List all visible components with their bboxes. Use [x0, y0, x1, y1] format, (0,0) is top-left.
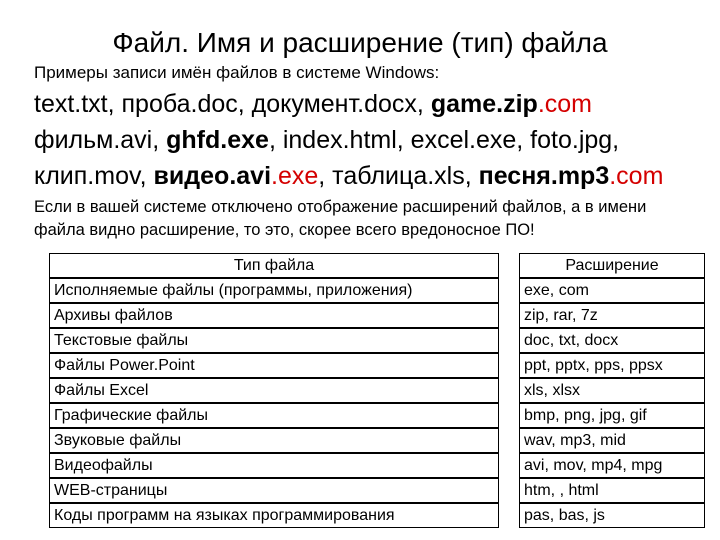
extension-cell: avi, mov, mp4, mpg: [519, 453, 705, 478]
examples-line-3: [34, 158, 714, 194]
file-type-cell: WEB-страницы: [49, 478, 499, 503]
filename-text: клип.mov,: [34, 162, 154, 190]
file-type-cell: Текстовые файлы: [49, 328, 499, 353]
extension-cell: xls, xlsx: [519, 378, 705, 403]
table-row: [49, 403, 705, 428]
extension-cell: wav, mp3, mid: [519, 428, 705, 453]
extension-cell: exe, com: [519, 278, 705, 303]
table-row: [49, 428, 705, 453]
filename-bold: ghfd.exe: [166, 126, 269, 154]
column-gap: [499, 478, 519, 503]
file-type-cell: Исполняемые файлы (программы, приложения): [49, 278, 499, 303]
extension-cell: htm, , html: [519, 478, 705, 503]
file-type-cell: Архивы файлов: [49, 303, 499, 328]
file-type-cell: Звуковые файлы: [49, 428, 499, 453]
table-row: [49, 453, 705, 478]
table-header-row: [49, 253, 705, 278]
extension-cell: doc, txt, docx: [519, 328, 705, 353]
table-body: [49, 278, 705, 528]
filename-text: text.txt, проба.doc, документ.docx,: [34, 90, 431, 118]
column-gap: [499, 503, 519, 528]
extension-cell: ppt, pptx, pps, ppsx: [519, 353, 705, 378]
examples-line-1: [34, 86, 714, 122]
table-row: [49, 353, 705, 378]
column-gap: [499, 253, 519, 278]
column-gap: [499, 378, 519, 403]
slide-title: Файл. Имя и расширение (тип) файла: [112, 27, 608, 58]
filename-bold: game.zip: [430, 90, 538, 118]
file-type-cell: Коды программ на языках программирования: [49, 503, 499, 528]
slide-subtitle: Примеры записи имён файлов в системе Windows:: [34, 63, 440, 82]
table-row: [49, 503, 705, 528]
column-gap: [499, 278, 519, 303]
table-row: [49, 328, 705, 353]
table-row: [49, 278, 705, 303]
column-gap: [499, 328, 519, 353]
column-gap: [499, 428, 519, 453]
extension-cell: zip, rar, 7z: [519, 303, 705, 328]
extension-highlight: .com: [609, 162, 664, 190]
filename-text: , index.html, excel.exe, foto.jpg,: [268, 126, 620, 154]
filename-bold: видео.avi: [153, 162, 272, 190]
extension-cell: pas, bas, js: [519, 503, 705, 528]
malware-warning: Если в вашей системе отключено отображение расширений файлов, а в имени файла видно расширение, то это, скорее всего вредоносное ПО!: [34, 198, 647, 239]
file-types-table: [49, 253, 705, 528]
examples-line-2: [34, 122, 714, 158]
table-row: [49, 478, 705, 503]
filename-bold: песня.mp3: [478, 162, 610, 190]
column-gap: [499, 453, 519, 478]
extension-highlight: .exe: [271, 162, 319, 190]
file-type-cell: Файлы Excel: [49, 378, 499, 403]
header-extension: Расширение: [519, 253, 705, 278]
table-row: [49, 378, 705, 403]
column-gap: [499, 403, 519, 428]
extension-cell: bmp, png, jpg, gif: [519, 403, 705, 428]
file-type-cell: Файлы Power.Point: [49, 353, 499, 378]
extension-highlight: .com: [537, 90, 592, 118]
header-file-type: Тип файла: [49, 253, 499, 278]
file-type-cell: Графические файлы: [49, 403, 499, 428]
filename-examples: [34, 86, 714, 194]
file-type-cell: Видеофайлы: [49, 453, 499, 478]
filename-text: фильм.avi,: [34, 126, 167, 154]
column-gap: [499, 353, 519, 378]
table-row: [49, 303, 705, 328]
column-gap: [499, 303, 519, 328]
filename-text: , таблица.xls,: [318, 162, 479, 190]
